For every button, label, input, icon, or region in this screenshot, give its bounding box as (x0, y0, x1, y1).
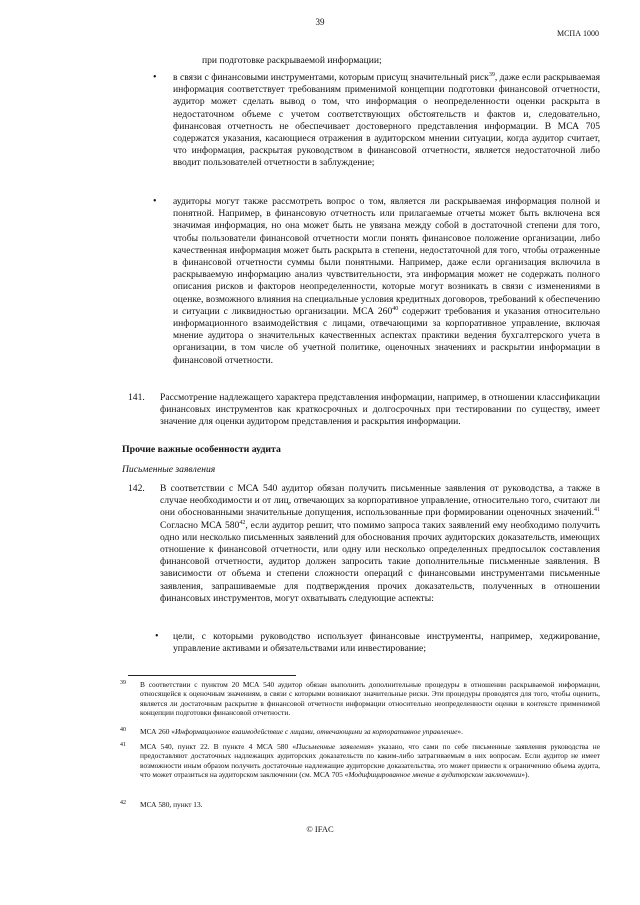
paragraph-141: Рассмотрение надлежащего характера представления информации, например, в отношении классификации финансовых инструментов как краткосрочных и долгосрочных при тестировании по существу, имеет значение для оценки аудитором представления и раскрытия информации. (160, 392, 600, 428)
footer-copyright: © IFAC (306, 824, 334, 834)
footnote-divider (128, 675, 296, 676)
intro-line: при подготовке раскрываемой информации; (202, 55, 382, 66)
page-number: 39 (315, 17, 325, 27)
footnote: В соответствии с пунктом 20 МСА 540 аудитор обязан выполнить дополнительные процедуры в отношении раскрываемой информации, относящейся к оценочным значениям, в связи с которыми возникают значительные риски. Эти процедуры проводятся для того, чтобы оценить, является ли достаточным раскрытие в финансовой отчетности информации относительно неопределенности оценки в контексте применимой концепции подготовки финансовой отчетности. (140, 680, 600, 717)
paragraph-number: 141. (128, 392, 145, 403)
bullet-paragraph: аудиторы могут также рассмотреть вопрос о том, является ли раскрываемая информация полной и понятной. Например, в финансовую отчетность или прилагаемые отчеты может быть включена вся значимая информация, но она может быть не увязана между собой в достаточной степени для того, чтобы пользователи финансовой отчетности могли понять финансовое положение организации, либо качественная информация может быть раскрыта в степени, недостаточной для того, чтобы отраженные в финансовой отчетности суммы были понятными. Например, даже если организация включила в раскрываемую информацию анализ чувствительности, эта информация может не содержать полного описания рисков и факторов неопределенности, которые могут возникать в связи с изменениями в оценке, возможного влияния на специальные условия кредитных договоров, требований к обеспечению и ситуации с ликвидностью организации. МСА $260^{40}$ содержит требования и указания относительно информационного взаимодействия с лицами, отвечающими за корпоративное управление, включая мнение аудитора о значительных качественных аспектах практики ведения бухгалтерского учета в организации, в том числе об учетной политике, оценочных значениях и раскрытии информации в финансовой отчетности. (173, 196, 600, 366)
bullet-paragraph: в связи с финансовыми инструментами, которым присущ значительный риск$^{39}$, даже если раскрываемая информация соответствует требованиям применимой концепции подготовки финансовой отчетности, аудитор может сделать вывод о том, что информация о неопределенности оценки раскрыта в недостаточном объеме с учетом соответствующих обстоятельств и фактов и, следовательно, финансовая отчетность не обеспечивает достоверного представления информации. В МСА 705 содержатся указания, касающиеся отражения в аудиторском мнении ситуации, когда аудитор считает, что информация, раскрытая руководством в финансовой отчетности, является недостаточной либо вводит пользователей отчетности в заблуждение; (173, 71, 601, 169)
bullet-icon: • (155, 631, 159, 642)
subheading: Письменные заявления (122, 464, 216, 475)
bullet-paragraph: цели, с которыми руководство использует финансовые инструменты, например, хеджирование, управление активами и обязательствами или инвестирование; (173, 631, 600, 655)
footnote-number: 40 (120, 727, 126, 733)
bullet-icon: • (153, 72, 157, 83)
footnote-number: 42 (120, 800, 126, 806)
footnote: МСА 580, пункт 13. (140, 800, 203, 809)
bullet-icon: • (153, 196, 157, 207)
section-heading: Прочие важные особенности аудита (122, 444, 281, 455)
footnote: МСА 260 «Информационное взаимодействие с лицами, отвечающими за корпоративное управление». (140, 727, 463, 736)
paragraph-142: В соответствии с МСА 540 аудитор обязан получить письменные заявления от руководства, а также в случае необходимости и от лиц, отвечающих за корпоративное управление, относительно того, считают ли они обоснованными значительные допущения, использованные при формировании оценочных значений.$^{41}$ Согласно МСА $580^{42}$, если аудитор решит, что помимо запроса таких заявлений ему необходимо получить одно или несколько письменных заявлений для обоснования прочих аудиторских доказательств, имеющих отношение к финансовой отчетности, или одну или несколько определенных предпосылок составления финансовой отчетности, аудитор должен запросить такие дополнительные письменные заявления. В зависимости от объема и степени сложности операций с финансовыми инструментами письменные заявления, запрашиваемые для подтверждения прочих доказательств, полученных в отношении финансовых инструментов, могут охватывать следующие аспекты: (160, 483, 600, 604)
footnote-number: 39 (120, 680, 126, 686)
paragraph-number: 142. (128, 483, 145, 494)
footnote-number: 41 (120, 742, 126, 748)
document-code: МСПА 1000 (556, 29, 599, 38)
footnote: МСА 540, пункт 22. В пункте 4 МСА 580 «Письменные заявления» указано, что сами по себе письменные заявления руководства не предоставляют достаточных надлежащих аудиторских доказательств по каким-либо затрагиваемым в них вопросам. Если аудитор не имеет возможности иным образом получить достаточные надлежащие аудиторские доказательства, это может привести к ограничению объема аудита, что может отразиться на аудиторском заключении (см. МСА 705 «Модифицированное мнение в аудиторском заключении»). (140, 742, 600, 779)
